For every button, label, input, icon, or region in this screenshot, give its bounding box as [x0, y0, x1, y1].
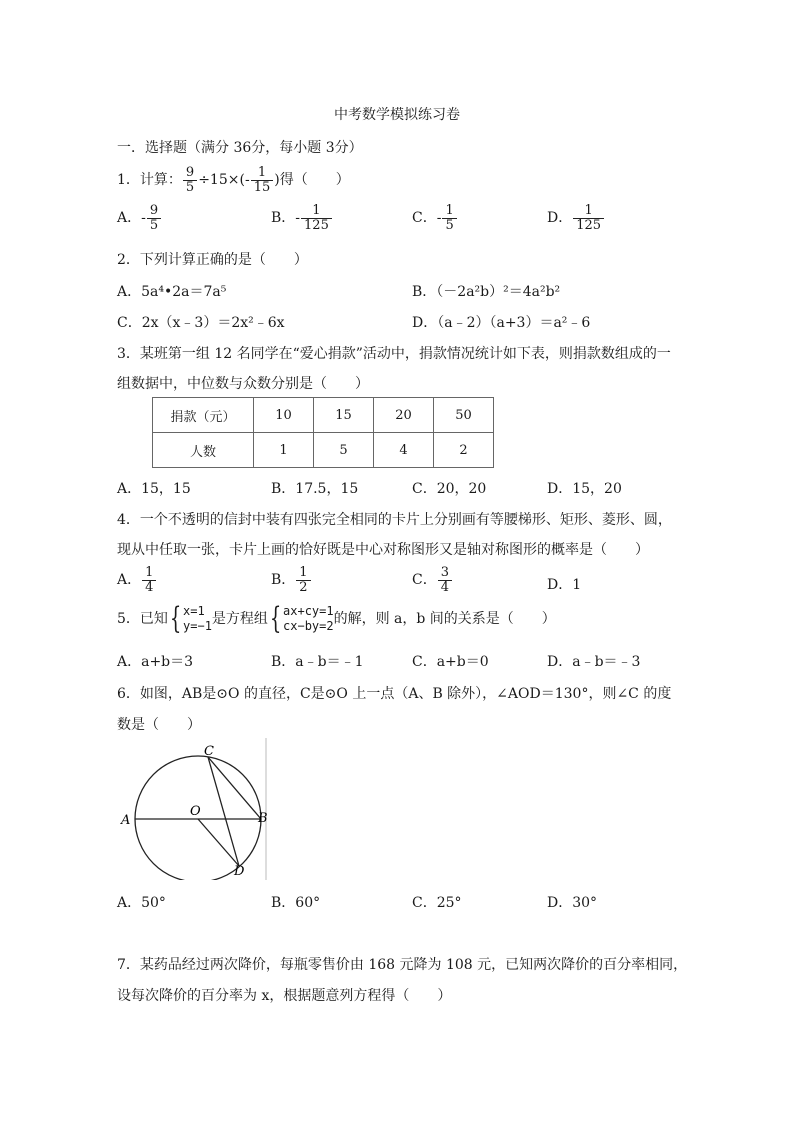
q1-fraction-2: $\frac{1}{15}$ [251, 166, 274, 194]
question-6-line-2: 数是（ ） [117, 717, 201, 733]
segment-cd [208, 757, 239, 866]
q1-fraction-1: $\frac{9}{5}$ [183, 166, 197, 194]
table-cell: 4 [374, 433, 434, 468]
question-4-line-1: 4．一个不透明的信封中装有四张完全相同的卡片上分别画有等腰梯形、矩形、菱形、圆， [117, 512, 672, 528]
q3-option-d[interactable]: D．15，20 [547, 481, 622, 497]
q6-option-c[interactable]: C．25° [412, 895, 462, 911]
label-d: D [234, 864, 245, 879]
question-3-line-1: 3．某班第一组 12 名同学在“爱心捐款”活动中，捐款情况统计如下表，则捐款数组成的一 [117, 346, 671, 362]
question-2: 2．下列计算正确的是（ ） [117, 252, 308, 268]
table-cell: 20 [374, 398, 434, 433]
table-cell: 15 [314, 398, 374, 433]
q1-option-d[interactable]: D． $\frac{1}{125}$ [547, 204, 605, 232]
label-a: A [121, 813, 131, 828]
question-1: 1．计算： $\frac{9}{5}$ ÷15×(- $\frac{1}{15}$ )得（ ） [117, 165, 350, 195]
q5-option-d[interactable]: D．a﹣b＝﹣3 [547, 654, 641, 670]
table-cell: 5 [314, 433, 374, 468]
left-brace: { [169, 601, 182, 636]
q1-option-c[interactable]: C．- $\frac{1}{5}$ [412, 204, 458, 232]
label-b: B [258, 811, 268, 826]
q5-option-c[interactable]: C．a+b＝0 [412, 654, 489, 670]
q5-equation-system: ax+cy=1 cx−by=2 [283, 604, 334, 633]
donation-table [152, 397, 494, 468]
table-header-cell: 人数 [153, 433, 254, 468]
q6-option-d[interactable]: D．30° [547, 895, 598, 911]
q2-option-b[interactable]: B．（－2a²b）²＝4a²b² [412, 284, 561, 300]
q3-option-a[interactable]: A．15，15 [117, 481, 191, 497]
question-6-line-1: 6．如图，AB是⊙O 的直径，C是⊙O 上一点（A、B 除外），∠AOD＝130°，则∠C 的度 [117, 686, 672, 702]
label-c: C [204, 744, 214, 759]
table-cell: 1 [254, 433, 314, 468]
q6-option-b[interactable]: B．60° [271, 895, 321, 911]
q5-option-a[interactable]: A．a+b＝3 [117, 654, 194, 670]
q1-suffix: )得（ ） [274, 172, 350, 189]
left-brace: { [269, 601, 282, 636]
question-5: 5．已知{ x=1 y=−1 是方程组{ ax+cy=1 cx−by=2 的解，则 a，b 间的关系是（ ） [117, 601, 556, 636]
q1-operator: ÷15×( [198, 172, 245, 189]
q3-option-b[interactable]: B．17.5，15 [271, 481, 359, 497]
table-cell: 10 [254, 398, 314, 433]
table-cell: 50 [434, 398, 494, 433]
q3-option-c[interactable]: C．20，20 [412, 481, 487, 497]
q5-option-b[interactable]: B．a﹣b＝﹣1 [271, 654, 364, 670]
page-title: 中考数学模拟练习卷 [334, 107, 460, 123]
q1-prefix: 1．计算： [117, 172, 182, 189]
q2-option-d[interactable]: D．（a﹣2）（a+3）＝a²﹣6 [412, 315, 591, 331]
table-row [153, 398, 494, 433]
q1-option-b[interactable]: B．- $\frac{1}{125}$ [271, 204, 333, 232]
q4-option-c[interactable]: C． $\frac{3}{4}$ [412, 566, 453, 594]
question-3-line-2: 组数据中，中位数与众数分别是（ ） [117, 376, 369, 392]
q1-option-a[interactable]: A．- $\frac{9}{5}$ [117, 204, 162, 232]
question-7-line-2: 设每次降价的百分率为 x，根据题意列方程得（ ） [117, 988, 452, 1004]
question-7-line-1: 7．某药品经过两次降价，每瓶零售价由 168 元降为 108 元，已知两次降价的百分率相同， [117, 957, 688, 973]
q2-option-c[interactable]: C．2x（x﹣3）＝2x²﹣6x [117, 315, 285, 331]
q4-option-d[interactable]: D．1 [547, 577, 582, 593]
table-cell: 2 [434, 433, 494, 468]
section-heading: 一．选择题（满分 36分，每小题 3分） [117, 140, 363, 156]
q6-option-a[interactable]: A．50° [117, 895, 166, 911]
circle-diagram [112, 738, 282, 880]
q5-solution-system: x=1 y=−1 [183, 604, 212, 633]
q2-option-a[interactable]: A．5a⁴•2a＝7a⁵ [117, 284, 227, 300]
q4-option-b[interactable]: B． $\frac{1}{2}$ [271, 566, 312, 594]
label-o: O [190, 804, 201, 819]
q4-option-a[interactable]: A． $\frac{1}{4}$ [117, 566, 157, 594]
table-row [153, 433, 494, 468]
table-header-cell: 捐款（元） [153, 398, 254, 433]
question-4-line-2: 现从中任取一张，卡片上画的恰好既是中心对称图形又是轴对称图形的概率是（ ） [117, 542, 649, 558]
